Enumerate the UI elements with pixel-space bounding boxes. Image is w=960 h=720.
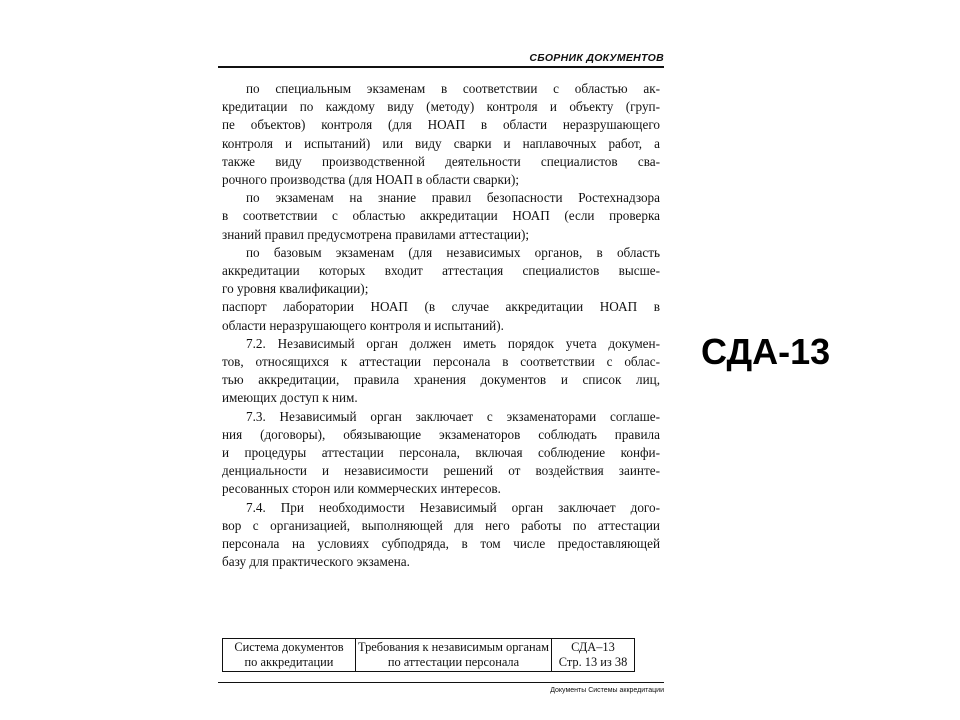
text-line: денциальности и независимости решений от воздействия заинте- [222,463,660,479]
text-line: пе объектов) контроля (для НОАП в области неразрушающего [222,117,660,133]
footer-table [222,638,635,672]
text-line: кредитации по каждому виду (методу) контроля и объекту (груп- [222,99,660,115]
footer-caption: Документы Системы аккредитации [550,687,664,694]
body-text [222,80,660,571]
text-line: по экзаменам на знание правил безопасности Ростехнадзора [246,190,660,206]
text-line: аккредитации которых входит аттестация специалистов высше- [222,263,660,279]
text-line: 7.4. При необходимости Независимый орган заключает дого- [246,499,660,515]
text-line: и процедуры аттестации персонала, включая соблюдение конфи- [222,445,660,461]
text-line: ния (договоры), обязывающие экзаменаторов соблюдать правила [222,426,660,442]
footer-system-line: по аккредитации [244,655,334,669]
text-line: го уровня квалификации); [222,281,369,297]
footer-system-line: Система документов [234,640,344,654]
header-rule [218,66,664,68]
text-line: тью аккредитации, правила хранения документов и список лиц, [222,372,660,388]
slide-code-label: СДА-13 [701,331,831,372]
text-line: также виду производственной деятельности специалистов сва- [222,153,660,169]
text-line: 7.3. Независимый орган заключает с экзаменаторами соглаше- [246,408,660,424]
document-page [218,40,664,705]
running-header: СБОРНИК ДОКУМЕНТОВ [529,52,664,64]
footer-title-line: по аттестации персонала [387,655,520,669]
text-line: ресованных сторон или коммерческих интересов. [222,481,501,497]
text-line: паспорт лаборатории НОАП (в случае аккредитации НОАП в [222,299,660,315]
footer-row [223,639,635,672]
text-line: по специальным экзаменам в соответствии с областью ак- [246,81,660,96]
footer-doc-code: СДА–13 [571,640,615,654]
footer-title-line: Требования к независимым органам [358,640,549,654]
text-line: вор с организацией, выполняющей для него работы по аттестации [222,517,660,533]
text-line: персонала на условиях субподряда, в том числе предоставляющей [222,536,660,552]
text-line: тов, относящихся к аттестации персонала в соответствии с облас- [222,354,660,370]
footer-page-number: Стр. 13 из 38 [558,655,628,669]
text-line: области неразрушающего контроля и испытаний). [222,317,504,333]
text-line: рочного производства (для НОАП в области сварки); [222,172,520,188]
text-line: имеющих доступ к ним. [222,390,358,406]
text-line: контроля и испытаний) или виду сварки и наплавочных работ, а [222,135,660,151]
footer-rule [218,682,664,683]
text-line: знаний правил предусмотрена правилами аттестации); [222,226,530,242]
text-line: 7.2. Независимый орган должен иметь порядок учета докумен- [246,335,660,351]
footer-cell-title [356,639,552,672]
text-line: в соответствии с областью аккредитации НОАП (если проверка [222,208,660,224]
text-line: базу для практического экзамена. [222,554,410,570]
footer-cell-system [223,639,356,672]
footer-cell-code [552,639,635,672]
text-line: по базовым экзаменам (для независимых органов, в область [246,244,660,260]
